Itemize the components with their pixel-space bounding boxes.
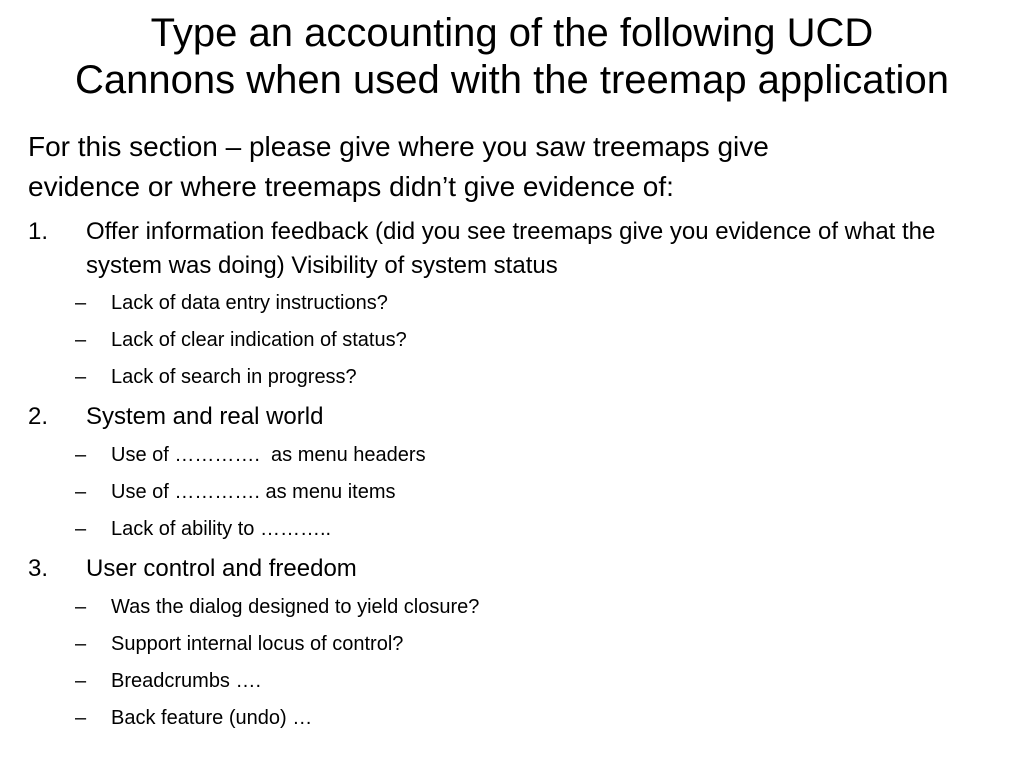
sub-list-item: Breadcrumbs …. — [111, 670, 262, 692]
intro-text — [28, 127, 988, 207]
bullet-dash: – — [75, 707, 87, 729]
intro-line-1: For this section – please give where you saw treemaps give — [28, 131, 769, 162]
sub-list-item: Lack of search in progress? — [111, 366, 357, 388]
list-number: 1. — [28, 218, 49, 245]
bullet-dash: – — [75, 481, 87, 503]
sub-list-item: Lack of ability to ……….. — [111, 518, 332, 540]
sub-list-item: Use of …………. as menu items — [111, 481, 396, 503]
bullet-dash: – — [75, 329, 87, 351]
list-number: 3. — [28, 555, 49, 582]
bullet-dash: – — [75, 292, 87, 314]
bullet-dash: – — [75, 633, 87, 655]
bullet-dash: – — [75, 518, 87, 540]
sub-list-item: Support internal locus of control? — [111, 633, 404, 655]
sub-list-item: Back feature (undo) … — [111, 707, 313, 729]
bullet-dash: – — [75, 596, 87, 618]
list-number: 2. — [28, 403, 49, 430]
title-line-1: Type an accounting of the following UCD — [150, 11, 874, 55]
intro-line-2: evidence or where treemaps didn’t give evidence of: — [28, 171, 674, 202]
sub-list-item: Was the dialog designed to yield closure? — [111, 596, 480, 618]
list-item-heading: Offer information feedback (did you see treemaps give you evidence of what the system was doing) Visibility of system status — [86, 218, 936, 279]
sub-list-item: Lack of clear indication of status? — [111, 329, 407, 351]
bullet-dash: – — [75, 670, 87, 692]
bullet-dash: – — [75, 444, 87, 466]
sub-list-item: Use of …………. as menu headers — [111, 444, 426, 466]
sub-list-item: Lack of data entry instructions? — [111, 292, 388, 314]
title-line-2: Cannons when used with the treemap application — [75, 58, 949, 102]
bullet-dash: – — [75, 366, 87, 388]
list-item-heading: User control and freedom — [86, 555, 357, 582]
list-item-heading: System and real world — [86, 403, 324, 430]
